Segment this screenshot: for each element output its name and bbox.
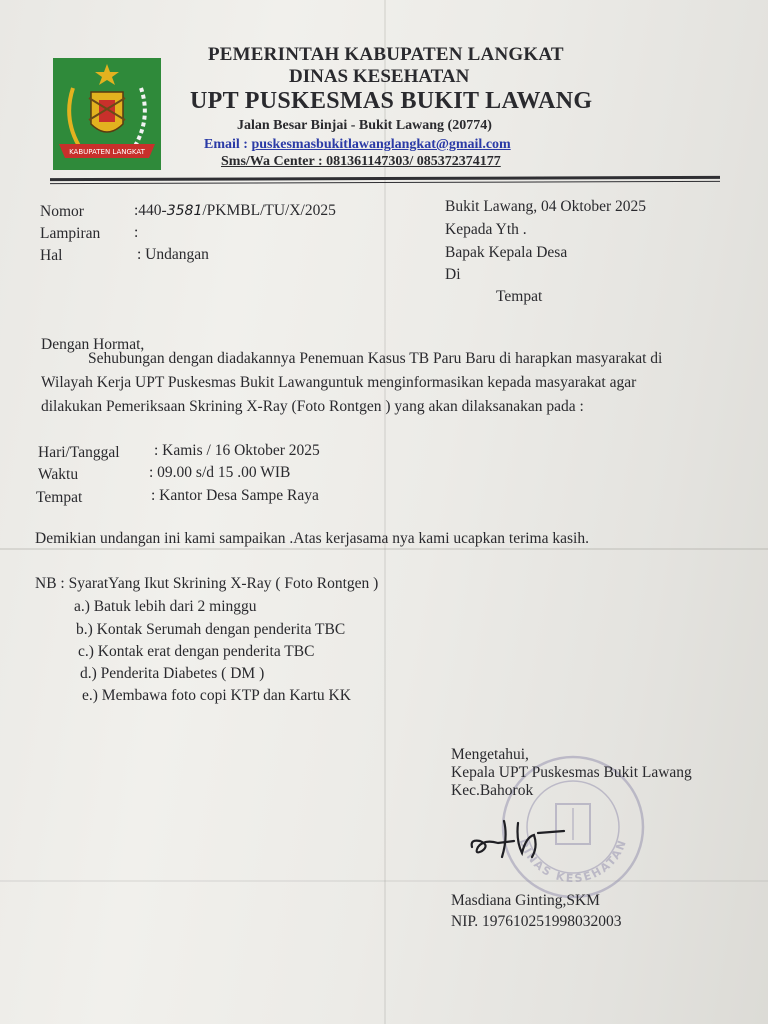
stamp-lettering: DINAS KESEHATAN xyxy=(516,837,630,886)
hari-label: Hari/Tanggal xyxy=(38,444,120,461)
nb-item xyxy=(74,598,257,616)
greeting: Dengan Hormat, xyxy=(41,336,145,353)
nb-text: Batuk lebih dari 2 minggu xyxy=(93,598,257,615)
paragraph-line-1: Sehubungan dengan diadakannya Penemuan Kasus TB Paru Baru di harapkan masyarakat di xyxy=(88,350,663,367)
letterhead-email-line xyxy=(204,137,511,153)
nb-marker: a.) xyxy=(74,598,90,615)
signatory-nip: NIP. 197610251998032003 xyxy=(451,913,622,930)
recipient-kepada: Kepada Yth . xyxy=(445,221,527,238)
nb-item xyxy=(80,665,264,683)
hal-value: : Undangan xyxy=(137,246,209,263)
nb-marker: d.) xyxy=(80,665,97,682)
nomor-label: Nomor xyxy=(40,203,84,220)
nb-title: NB : SyaratYang Ikut Skrining X-Ray ( Foto Rontgen ) xyxy=(35,575,379,592)
lampiran-value: : xyxy=(134,224,139,241)
recipient-tempat: Tempat xyxy=(496,288,543,305)
signatory-district: Kec.Bahorok xyxy=(451,782,534,799)
nb-item xyxy=(78,643,314,661)
nb-text: Kontak Serumah dengan penderita TBC xyxy=(96,621,346,638)
waktu-value: : 09.00 s/d 15 .00 WIB xyxy=(149,464,291,481)
lampiran-label: Lampiran xyxy=(40,225,101,242)
nomor-prefix: :440- xyxy=(134,202,167,219)
tempat-value: : Kantor Desa Sampe Raya xyxy=(151,487,319,504)
letter-date: Bukit Lawang, 04 Oktober 2025 xyxy=(445,198,647,215)
letterhead-unit: UPT PUSKESMAS BUKIT LAWANG xyxy=(190,88,593,114)
paragraph-line-3: dilakukan Pemeriksaan Skrining X-Ray (Foto Rontgen ) yang akan dilaksanakan pada : xyxy=(41,398,584,415)
nb-marker: c.) xyxy=(78,643,94,660)
closing-sentence: Demikian undangan ini kami sampaikan .Atas kerjasama nya kami ucapkan terima kasih. xyxy=(35,530,589,547)
nomor-value xyxy=(134,202,336,220)
paragraph-line-2: Wilayah Kerja UPT Puskesmas Bukit Lawanguntuk menginformasikan kepada masyarakat agar xyxy=(41,374,637,391)
recipient-name: Bapak Kepala Desa xyxy=(445,244,568,261)
email-label: Email : xyxy=(204,137,248,152)
recipient-di: Di xyxy=(445,266,461,283)
nb-marker: e.) xyxy=(82,687,98,704)
hari-value: : Kamis / 16 Oktober 2025 xyxy=(154,442,320,459)
signatory-title: Kepala UPT Puskesmas Bukit Lawang xyxy=(451,764,692,781)
nb-text: Kontak erat dengan penderita TBC xyxy=(97,643,315,660)
hal-label: Hal xyxy=(40,247,63,264)
letterhead-address: Jalan Besar Binjai - Bukit Lawang (20774) xyxy=(237,118,492,133)
handwritten-signature xyxy=(468,813,578,865)
signatory-name: Masdiana Ginting,SKM xyxy=(451,892,600,909)
nb-item xyxy=(76,621,345,639)
tempat-label: Tempat xyxy=(36,489,83,506)
logo-lettering: KABUPATEN LANGKAT xyxy=(69,148,145,156)
kabupaten-langkat-logo xyxy=(53,58,161,170)
letterhead-department: DINAS KESEHATAN xyxy=(289,66,470,87)
nb-marker: b.) xyxy=(76,621,93,638)
waktu-label: Waktu xyxy=(38,466,79,483)
letterhead-sms-wa: Sms/Wa Center : 081361147303/ 085372374177 xyxy=(221,154,501,169)
email-link[interactable]: puskesmasbukitlawanglangkat@gmail.com xyxy=(251,137,511,152)
nb-text: Penderita Diabetes ( DM ) xyxy=(100,665,265,682)
letterhead-government: PEMERINTAH KABUPATEN LANGKAT xyxy=(208,44,564,65)
mengetahui-label: Mengetahui, xyxy=(451,746,529,763)
nomor-handwritten: 3581 xyxy=(166,203,203,219)
nomor-suffix: /PKMBL/TU/X/2025 xyxy=(202,202,336,219)
nb-item xyxy=(82,687,351,705)
nb-text: Membawa foto copi KTP dan Kartu KK xyxy=(101,687,351,704)
